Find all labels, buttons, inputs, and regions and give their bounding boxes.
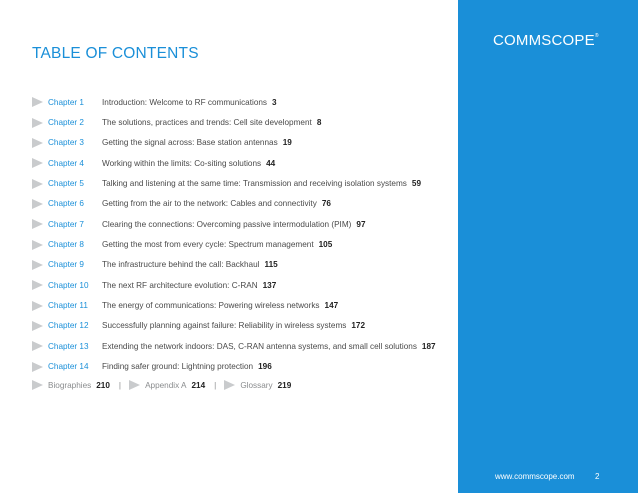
chapter-title[interactable]: Getting from the air to the network: Cables and connectivity (102, 199, 317, 209)
page-title: TABLE OF CONTENTS (32, 45, 199, 62)
arrow-icon (224, 380, 235, 390)
registered-mark: ® (594, 33, 599, 39)
separator: | (118, 380, 122, 390)
extras-biographies-page[interactable]: 210 (96, 380, 110, 390)
extras-glossary-page[interactable]: 219 (277, 380, 292, 390)
arrow-icon (32, 362, 43, 372)
arrow-icon (32, 219, 43, 229)
toc-row[interactable] (32, 173, 462, 193)
chapter-title[interactable]: The solutions, practices and trends: Cell site development (102, 118, 312, 128)
extras-appendix-page[interactable]: 214 (191, 380, 206, 390)
chapter-label[interactable]: Chapter 14 (48, 362, 89, 372)
toc-row[interactable] (32, 92, 462, 112)
toc-row[interactable] (32, 112, 462, 132)
toc-row[interactable] (32, 295, 462, 315)
extras-appendix-label[interactable]: Appendix A (145, 380, 187, 390)
toc-row[interactable] (32, 275, 462, 295)
chapter-title[interactable]: Extending the network indoors: DAS, C-RAN antenna systems, and small cell solutions (102, 341, 417, 351)
brand-sidebar (458, 0, 638, 493)
chapter-title[interactable]: Getting the signal across: Base station antennas (102, 138, 278, 148)
extras-glossary-label[interactable]: Glossary (240, 380, 273, 390)
separator: | (214, 380, 217, 390)
chapter-page[interactable]: 196 (258, 362, 272, 372)
toc-row[interactable] (32, 356, 462, 376)
chapter-page[interactable]: 115 (264, 260, 278, 270)
arrow-icon (129, 380, 140, 390)
chapter-label[interactable]: Chapter 10 (48, 280, 89, 290)
arrow-icon (32, 118, 43, 128)
chapter-page[interactable]: 137 (262, 280, 277, 290)
footer-page-number: 2 (595, 472, 600, 481)
chapter-title[interactable]: Clearing the connections: Overcoming passive intermodulation (PIM) (102, 219, 352, 229)
toc-row[interactable] (32, 214, 462, 234)
toc-row[interactable] (32, 234, 462, 254)
chapter-label[interactable]: Chapter 6 (48, 199, 84, 209)
chapter-title[interactable]: Finding safer ground: Lightning protection (102, 362, 254, 372)
toc-row[interactable] (32, 153, 462, 173)
toc-row[interactable] (32, 336, 462, 356)
chapter-title[interactable]: Introduction: Welcome to RF communications (102, 97, 268, 107)
chapter-page[interactable]: 59 (411, 179, 422, 189)
chapter-page[interactable]: 3 (272, 97, 277, 107)
chapter-page[interactable]: 76 (321, 199, 331, 209)
toc-row[interactable] (32, 133, 462, 153)
arrow-icon (32, 321, 43, 331)
chapter-page[interactable]: 105 (318, 240, 333, 250)
chapter-label[interactable]: Chapter 3 (48, 138, 84, 148)
chapter-title[interactable]: Getting the most from every cycle: Spectrum management (102, 240, 314, 250)
chapter-label[interactable]: Chapter 12 (48, 321, 89, 331)
chapter-page[interactable]: 187 (421, 341, 436, 351)
chapter-label[interactable]: Chapter 13 (48, 341, 89, 351)
chapter-title[interactable]: Successfully planning against failure: Reliability in wireless systems (102, 321, 347, 331)
chapter-label[interactable]: Chapter 8 (48, 240, 84, 250)
arrow-icon (32, 97, 43, 107)
arrow-icon (32, 199, 43, 209)
arrow-icon (32, 260, 43, 270)
chapter-label[interactable]: Chapter 9 (48, 260, 84, 270)
chapter-label[interactable]: Chapter 7 (48, 219, 84, 229)
chapter-page[interactable]: 19 (282, 138, 292, 148)
chapter-label[interactable]: Chapter 2 (48, 118, 84, 128)
chapter-title[interactable]: The energy of communications: Powering wireless networks (102, 301, 320, 311)
chapter-label[interactable]: Chapter 4 (48, 158, 84, 168)
arrow-icon (32, 280, 43, 290)
commscope-logo (493, 32, 599, 49)
logo-text: COMMSCOPE (493, 32, 595, 49)
extras-row (32, 380, 291, 390)
toc-row[interactable] (32, 255, 462, 275)
arrow-icon (32, 158, 43, 168)
arrow-icon (32, 138, 43, 148)
toc-list (32, 92, 462, 377)
chapter-page[interactable]: 44 (266, 158, 276, 168)
chapter-title[interactable]: Talking and listening at the same time: Transmission and receiving isolation systems (102, 179, 407, 189)
arrow-icon (32, 179, 43, 189)
chapter-title[interactable]: The infrastructure behind the call: Backhaul (102, 260, 260, 270)
extras-biographies-label[interactable]: Biographies (48, 380, 92, 390)
arrow-icon (32, 301, 43, 311)
chapter-title[interactable]: The next RF architecture evolution: C-RAN (102, 280, 258, 290)
chapter-page[interactable]: 172 (351, 321, 366, 331)
arrow-icon (32, 240, 43, 250)
footer-url[interactable]: www.commscope.com (495, 472, 575, 481)
chapter-label[interactable]: Chapter 1 (48, 97, 84, 107)
chapter-page[interactable]: 97 (356, 219, 366, 229)
toc-row[interactable] (32, 316, 462, 336)
arrow-icon (32, 341, 43, 351)
toc-row[interactable] (32, 194, 462, 214)
chapter-title[interactable]: Working within the limits: Co-siting solutions (102, 158, 262, 168)
chapter-label[interactable]: Chapter 5 (48, 179, 84, 189)
arrow-icon (32, 380, 43, 390)
chapter-page[interactable]: 8 (316, 118, 322, 128)
chapter-label[interactable]: Chapter 11 (48, 301, 88, 311)
chapter-page[interactable]: 147 (324, 301, 339, 311)
